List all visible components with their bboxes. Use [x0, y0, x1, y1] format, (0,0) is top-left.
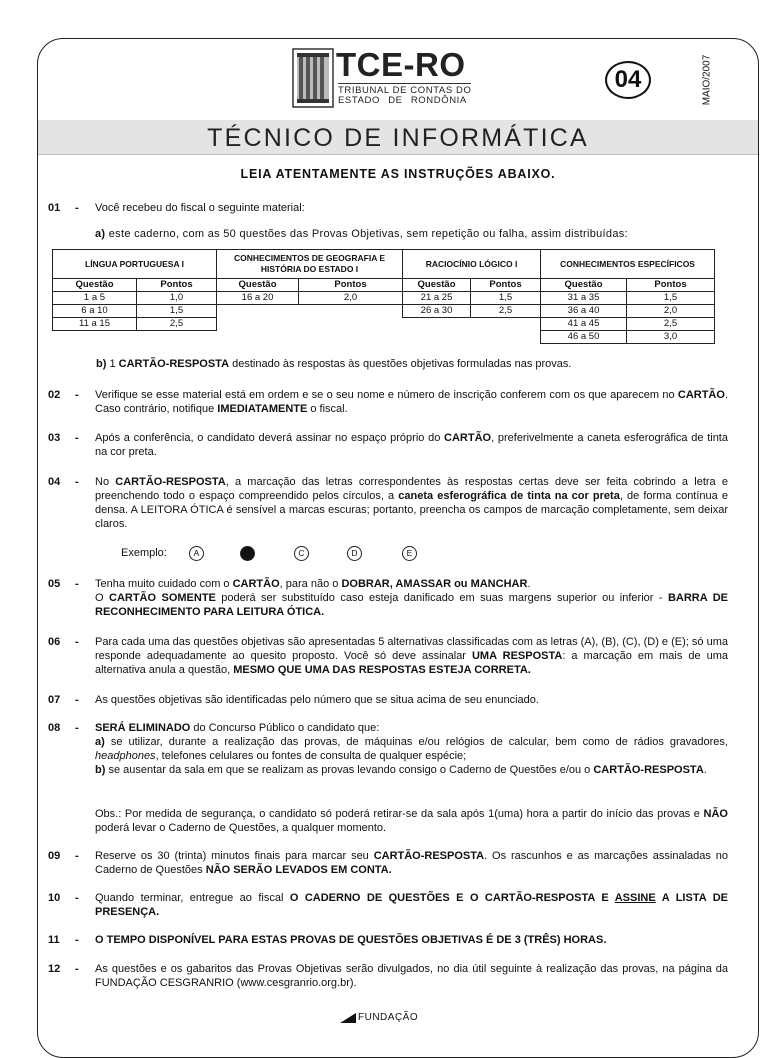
- item-text: As questões e os gabaritos das Provas Objetivas serão divulgados, no dia útil seguinte à realização das provas, na página da FUNDAÇÃO CESGRANRIO (www.cesgranrio.org.br).: [95, 963, 728, 989]
- table-row: 11 a 15 2,5 41 a 45 2,5: [53, 318, 715, 331]
- cesgranrio-logo: FUNDAÇÃO: [340, 1012, 418, 1023]
- item-text: Tenha muito cuidado com o CARTÃO, para não o DOBRAR, AMASSAR ou MANCHAR. O CARTÃO SOMENTE poderá ser substituído caso esteja danificado em suas margens superior ou inferior - BARRA DE RECONHECIMENTO PARA LEITURA ÓTICA.: [95, 578, 728, 618]
- booklet-number: 04: [605, 61, 651, 99]
- example-bubble-d: D: [347, 546, 362, 561]
- table-row: 1 a 5 1,0 16 a 20 2,0 21 a 25 1,5 31 a 35 1,5: [53, 292, 715, 305]
- exam-date: MAIO/2007: [701, 54, 713, 106]
- example-bubble-e: E: [402, 546, 417, 561]
- item-text: Você recebeu do fiscal o seguinte material:: [95, 202, 305, 214]
- example-bubble-c: C: [294, 546, 309, 561]
- item-text: No CARTÃO-RESPOSTA, a marcação das letras correspondentes às respostas certas deve ser feita cobrindo a letra e preenchendo todo o espaço compreendido pelos círculos, a caneta esferográfica de tinta na cor preta, de forma contínua e densa. A LEITORA ÓTICA é sensível a marcas escuras; portanto, preencha os campos de marcação completamente, sem deixar claros.: [95, 476, 729, 530]
- table-column-header: Questão Pontos Questão Pontos Questão Pontos Questão Pontos: [53, 279, 715, 292]
- logo-triangle-icon: [340, 1013, 356, 1023]
- example-label: Exemplo:: [121, 547, 167, 559]
- item-text: SERÁ ELIMINADO do Concurso Público o candidato que: a) se utilizar, durante a realização das provas, de máquinas e/ou relógios de calcular, bem como de rádios gravadores, headphones, telefones celulares ou fontes de consulta de qualquer espécie; b) se ausentar da sala em que se realizam as provas levando consigo o Caderno de Questões e/ou o CARTÃO-RESPOSTA.: [95, 722, 728, 776]
- section-raciocinio: RACIOCÍNIO LÓGICO I: [403, 250, 541, 279]
- table-section-header: [53, 250, 715, 279]
- item-text: Após a conferência, o candidato deverá assinar no espaço próprio do CARTÃO, preferivelmente a caneta esferográfica de tinta na cor preta.: [95, 432, 728, 458]
- item-text: O TEMPO DISPONÍVEL PARA ESTAS PROVAS DE QUESTÕES OBJETIVAS É DE 3 (TRÊS) HORAS.: [95, 934, 607, 946]
- item-text: Obs.: Por medida de segurança, o candidato só poderá retirar-se da sala após 1(uma) hora a partir do início das provas e NÃO poderá levar o Caderno de Questões, a qualquer momento.: [95, 808, 728, 834]
- section-geografia-historia: CONHECIMENTOS DE GEOGRAFIA E HISTÓRIA DO ESTADO I: [217, 250, 403, 279]
- logo-subtitle-1: TRIBUNAL DE CONTAS DO: [338, 85, 472, 96]
- example-bubble-a: A: [189, 546, 204, 561]
- logo-subtitle-2: ESTADO DE RONDÔNIA: [338, 95, 467, 106]
- item-number: 01: [48, 202, 61, 214]
- table-row: 6 a 10 1,5 26 a 30 2,5 36 a 40 2,0: [53, 305, 715, 318]
- table-row: 46 a 50 3,0: [53, 331, 715, 344]
- item-text: Para cada uma das questões objetivas são apresentadas 5 alternativas classificadas com as letras (A), (B), (C), (D) e (E); só uma responde adequadamente ao quesito proposto. Você só deve assinalar UMA RESPOSTA: a marcação em mais de uma alternativa anula a questão, MESMO QUE UMA DAS RESPOSTAS ESTEJA CORRETA.: [95, 636, 728, 676]
- item-text: Quando terminar, entregue ao fiscal O CADERNO DE QUESTÕES E O CARTÃO-RESPOSTA E ASSINE A LISTA DE PRESENÇA.: [95, 892, 728, 918]
- item-dash: -: [75, 202, 79, 214]
- section-especificos: CONHECIMENTOS ESPECÍFICOS: [541, 250, 715, 279]
- instructions-heading: LEIA ATENTAMENTE AS INSTRUÇÕES ABAIXO.: [240, 167, 556, 181]
- logo-title: TCE-RO: [336, 46, 466, 83]
- building-icon: [292, 47, 336, 109]
- question-distribution-table: [52, 249, 715, 344]
- item-text: As questões objetivas são identificadas pelo número que se situa acima de seu enunciado.: [95, 694, 539, 706]
- example-bubble-b-filled: [240, 546, 255, 561]
- instruction-01-b: b) 1 CARTÃO-RESPOSTA destinado às respostas às questões objetivas formuladas nas provas.: [96, 358, 572, 370]
- section-portugues: LÍNGUA PORTUGUESA I: [53, 250, 217, 279]
- item-text: Verifique se esse material está em ordem e se o seu nome e número de inscrição conferem com os que aparecem no CARTÃO. Caso contrário, notifique IMEDIATAMENTE o fiscal.: [95, 389, 728, 415]
- instruction-01-a: a) este caderno, com as 50 questões das Provas Objetivas, sem repetição ou falha, assim distribuídas:: [95, 228, 628, 240]
- item-text: Reserve os 30 (trinta) minutos finais para marcar seu CARTÃO-RESPOSTA. Os rascunhos e as marcações assinaladas no Caderno de Questões NÃO SERÃO LEVADOS EM CONTA.: [95, 850, 728, 876]
- page-title: TÉCNICO DE INFORMÁTICA: [38, 120, 758, 155]
